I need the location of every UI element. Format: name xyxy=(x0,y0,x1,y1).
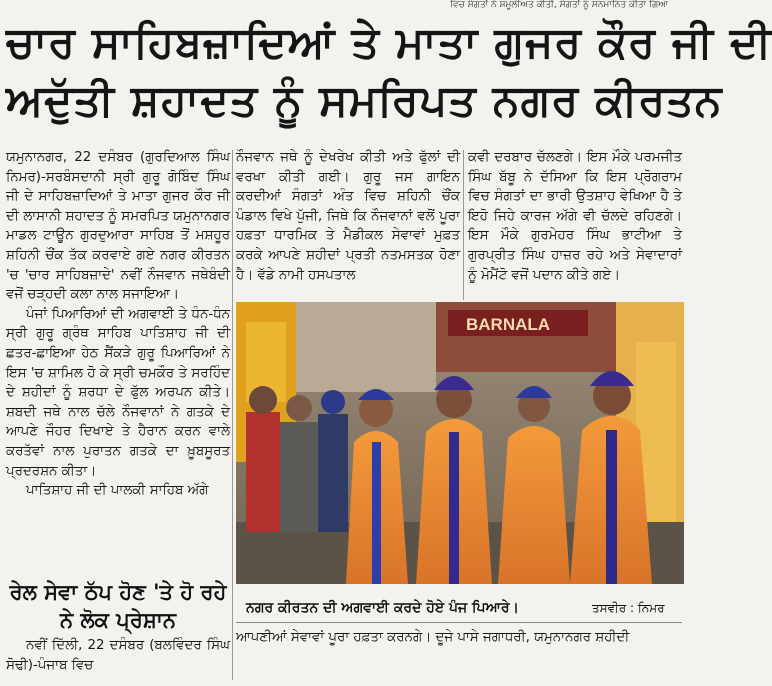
header-strip: ਵਿਚ ਸੰਗਤਾਂ ਨੇ ਸ਼ਮੂਲੀਅਤ ਕੀਤੀ, ਸੰਗਤਾਂ ਨੂੰ ਸਨਮਾਨਿਤ ਕੀਤਾ ਗਿਆ xyxy=(450,0,668,10)
article-paragraph: ਨੌਜਵਾਨ ਜਥੇ ਨੂੰ ਦੇਖਰੇਖ ਕੀਤੀ ਅਤੇ ਫੁੱਲਾਂ ਦੀ ਵਰਖਾ ਕੀਤੀ ਗਈ। ਗੁਰੂ ਜਸ ਗਾਇਨ ਕਰਦੀਆਂ ਸੰਗਤਾਂ ਅੰਤ ਵਿਚ ਸ਼ਹਿਨੀ ਚੌਂਕ ਪੰਡਾਲ ਵਿਖੇ ਪੁੱਜੀ, ਜਿਥੇ ਕਿ ਨੌਜਵਾਨਾਂ ਵਲੋਂ ਪੂਰਾ ਹਫ਼ਤਾ ਧਾਰਮਿਕ ਤੇ ਮੈਡੀਕਲ ਸੇਵਾਵਾਂ ਮੁਫ਼ਤ ਕਰਕੇ ਆਪਣੇ ਸ਼ਹੀਦਾਂ ਪ੍ਰਤੀ ਨਤਮਸਤਕ ਹੋਣਾ ਹੈ। ਵੱਡੇ ਨਾਮੀ ਹਸਪਤਾਲ xyxy=(236,150,460,283)
article-paragraph: ਕਵੀ ਦਰਬਾਰ ਚੱਲਣਗੇ। ਇਸ ਮੌਕੇ ਪਰਮਜੀਤ ਸਿੰਘ ਬੱਬੂ ਨੇ ਦੱਸਿਆ ਕਿ ਇਸ ਪ੍ਰੋਗਰਾਮ ਵਿਚ ਸੰਗਤਾਂ ਦਾ ਭਾਰੀ ਉਤਸ਼ਾਹ ਵੇਖਿਆ ਹੈ ਤੇ ਇਹੋ ਜਿਹੇ ਕਾਰਜ ਅੱਗੇ ਵੀ ਚੱਲਦੇ ਰਹਿਣਗੇ। ਇਸ ਮੌਕੇ ਗੁਰਮੇਹਰ ਸਿੰਘ ਭਾਟੀਆ ਤੇ ਗੁਰਪ੍ਰੀਤ ਸਿੰਘ ਹਾਜ਼ਰ ਰਹੇ ਅਤੇ ਸੇਵਾਦਾਰਾਂ ਨੂੰ ਮੋਮੈਂਟੋ ਵਜੋਂ ਪਦਾਨ ਕੀਤੇ ਗਏ। xyxy=(468,150,682,283)
article-paragraph: ਨਵੀਂ ਦਿੱਲੀ, 22 ਦਸੰਬਰ (ਬਲਵਿੰਦਰ ਸਿੰਘ ਸੋਢੀ)-ਪੰਜਾਬ ਵਿਚ xyxy=(6,638,230,673)
article-column-2 xyxy=(236,148,460,300)
article-column-1 xyxy=(6,148,230,570)
bystander-figures xyxy=(246,386,348,532)
column-divider xyxy=(463,150,464,300)
shop-sign: BARNALA xyxy=(466,315,551,334)
procession-photo-illustration xyxy=(236,302,684,584)
headline-line-2: ਅਦੁੱਤੀ ਸ਼ਹਾਦਤ ਨੂੰ ਸਮਰਿਪਤ ਨਗਰ ਕੀਰਤਨ xyxy=(6,76,723,126)
photo-credit: ਤਸਵੀਰ : ਨਿਮਰ xyxy=(592,601,665,615)
article-paragraph: ਆਪਣੀਆਂ ਸੇਵਾਵਾਂ ਪੂਰਾ ਹਫ਼ਤਾ ਕਰਨਗੇ। ਦੂਜੇ ਪਾਸੇ ਜਗਾਧਰੀ, ਯਮੁਨਾਨਗਰ ਸ਼ਹੀਦੀ xyxy=(236,630,630,645)
caption-divider xyxy=(236,622,682,623)
article-paragraph: ਯਮੁਨਾਨਗਰ, 22 ਦਸੰਬਰ (ਗੁਰਦਿਆਲ ਸਿੰਘ ਨਿਮਰ)-ਸਰਬੰਸਦਾਨੀ ਸ੍ਰੀ ਗੁਰੂ ਗੋਬਿੰਦ ਸਿੰਘ ਜੀ ਦੇ ਸਾਹਿਬਜ਼ਾਦਿਆਂ ਤੇ ਮਾਤਾ ਗੁਜਰ ਕੌਰ ਜੀ ਦੀ ਲਾਸਾਨੀ ਸ਼ਹਾਦਤ ਨੂੰ ਸਮਰਪਿਤ ਯਮੁਨਾਨਗਰ ਮਾਡਲ ਟਾਊਨ ਗੁਰਦੁਆਰਾ ਸਾਹਿਬ ਤੋਂ ਮਸ਼ਹੂਰ ਸ਼ਹਿਨੀ ਚੌਂਕ ਤੱਕ ਕਰਵਾਏ ਗਏ ਨਗਰ ਕੀਰਤਨ 'ਚ 'ਚਾਰ ਸਾਹਿਬਜ਼ਾਦੇ' ਨਵੀਂ ਨੌਜਵਾਨ ਜਥੇਬੰਦੀ ਵਜੋਂ ਚੜ੍ਹਦੀ ਕਲਾ ਨਾਲ ਸਜਾਇਆ। xyxy=(6,150,230,303)
news-photo xyxy=(236,302,684,584)
headline-line-1: ਚਾਰ ਸਾਹਿਬਜ਼ਾਦਿਆਂ ਤੇ ਮਾਤਾ ਗੁਜਰ ਕੌਰ ਜੀ ਦੀ xyxy=(6,18,772,68)
article-column-3 xyxy=(468,148,682,300)
article-column-2-continued xyxy=(236,628,682,686)
second-story-headline: ਰੇਲ ਸੇਵਾ ਠੱਪ ਹੋਣ 'ਤੇ ਹੋ ਰਹੇ ਨੇ ਲੋਕ ਪ੍ਰੇਸ਼ਾਨ xyxy=(9,580,227,632)
column-divider xyxy=(232,150,233,680)
article-paragraph: ਪਾਤਿਸ਼ਾਹ ਜੀ ਦੀ ਪਾਲਕੀ ਸਾਹਿਬ ਅੱਗੇ xyxy=(26,483,209,499)
article-paragraph: ਪੰਜਾਂ ਪਿਆਰਿਆਂ ਦੀ ਅਗਵਾਈ ਤੇ ਧੰਨ-ਧੰਨ ਸ੍ਰੀ ਗੁਰੂ ਗ੍ਰੰਥ ਸਾਹਿਬ ਪਾਤਿਸ਼ਾਹ ਜੀ ਦੀ ਛਤਰ-ਛਾਇਆ ਹੇਠ ਸੈਂਕੜੇ ਗੁਰੂ ਪਿਆਰਿਆਂ ਨੇ ਇਸ 'ਚ ਸ਼ਾਮਿਲ ਹੋ ਕੇ ਸ੍ਰੀ ਚਮਕੌਰ ਤੇ ਸਰਹਿੰਦ ਦੇ ਸ਼ਹੀਦਾਂ ਨੂੰ ਸ਼ਰਧਾ ਦੇ ਫੁੱਲ ਅਰਪਨ ਕੀਤੇ। ਸ਼ਬਦੀ ਜਥੇ ਨਾਲ ਚੱਲੇ ਨੌਜਵਾਨਾਂ ਨੇ ਗਤਕੇ ਦੇ ਆਪਣੇ ਜੌਹਰ ਦਿਖਾਏ ਤੇ ਹੈਰਾਨ ਕਰਨ ਵਾਲੇ ਕਰਤੱਵਾਂ ਨਾਲ ਪੁਰਾਤਨ ਗਤਕੇ ਦਾ ਖ਼ੂਬਸੂਰਤ ਪ੍ਰਦਰਸ਼ਨ ਕੀਤਾ। xyxy=(6,306,230,479)
photo-caption: ਨਗਰ ਕੀਰਤਨ ਦੀ ਅਗਵਾਈ ਕਰਦੇ ਹੋਏ ਪੰਜ ਪਿਆਰੇ। xyxy=(246,600,519,616)
second-story-body xyxy=(6,636,230,686)
headline xyxy=(6,14,772,130)
